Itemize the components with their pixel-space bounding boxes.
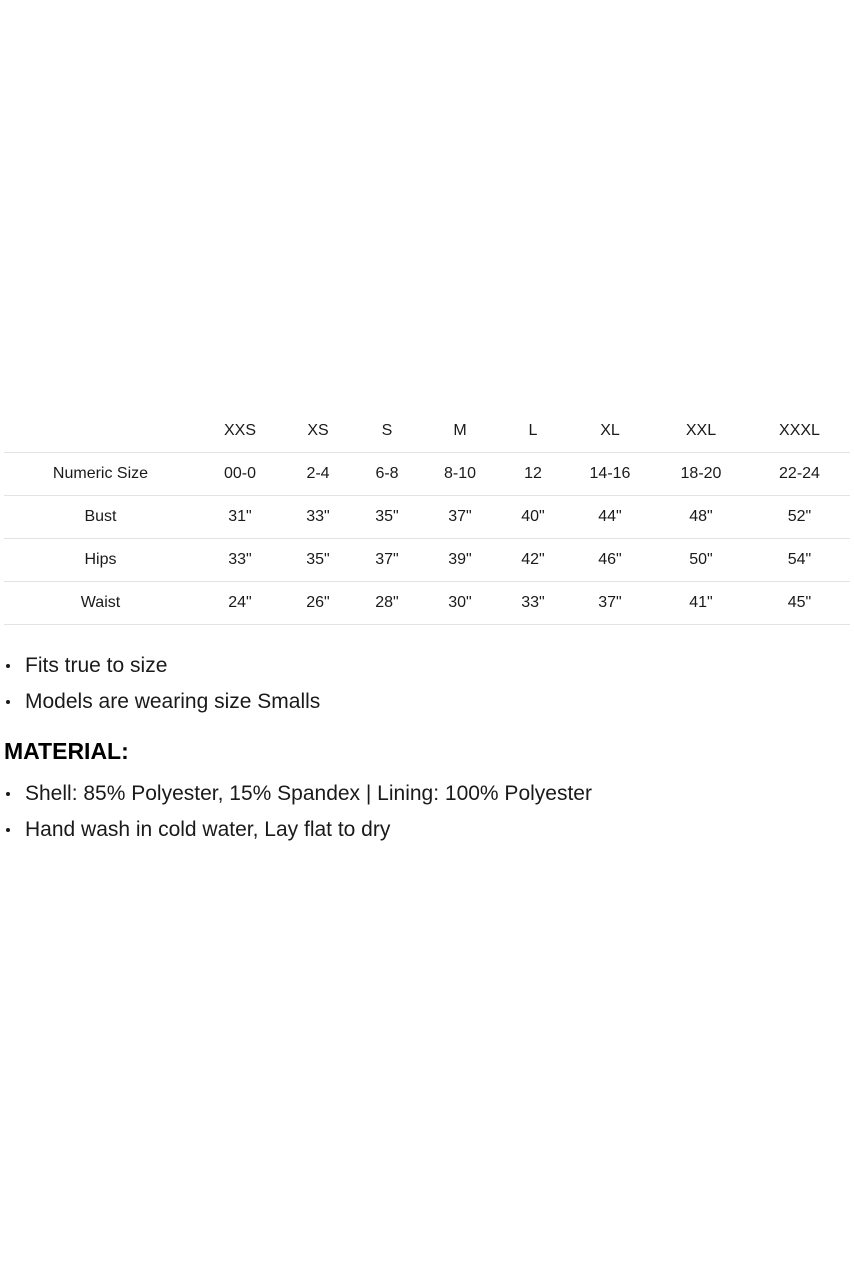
row-label: Numeric Size [4, 453, 197, 496]
header-cell-xxs: XXS [197, 410, 283, 453]
table-cell: 18-20 [653, 453, 749, 496]
table-cell: 2-4 [283, 453, 353, 496]
table-row [4, 539, 850, 582]
table-cell: 37" [353, 539, 421, 582]
header-cell-l: L [499, 410, 567, 453]
table-cell: 40" [499, 496, 567, 539]
table-cell: 33" [283, 496, 353, 539]
table-cell: 41" [653, 582, 749, 625]
material-heading: MATERIAL: [4, 738, 129, 764]
table-cell: 52" [749, 496, 850, 539]
table-cell: 26" [283, 582, 353, 625]
size-chart-body [4, 453, 850, 625]
table-cell: 12 [499, 453, 567, 496]
table-row [4, 453, 850, 496]
row-label: Hips [4, 539, 197, 582]
material-list [4, 776, 844, 848]
header-cell-xxxl: XXXL [749, 410, 850, 453]
header-cell-xxl: XXL [653, 410, 749, 453]
table-cell: 33" [499, 582, 567, 625]
table-cell: 28" [353, 582, 421, 625]
table-cell: 48" [653, 496, 749, 539]
table-cell: 37" [421, 496, 499, 539]
table-cell: 45" [749, 582, 850, 625]
table-cell: 46" [567, 539, 653, 582]
row-label: Waist [4, 582, 197, 625]
header-cell-s: S [353, 410, 421, 453]
fit-notes-list [4, 648, 844, 720]
table-cell: 14-16 [567, 453, 653, 496]
table-cell: 44" [567, 496, 653, 539]
table-cell: 35" [353, 496, 421, 539]
table-cell: 8-10 [421, 453, 499, 496]
table-cell: 24" [197, 582, 283, 625]
table-cell: 37" [567, 582, 653, 625]
table-cell: 00-0 [197, 453, 283, 496]
table-cell: 42" [499, 539, 567, 582]
table-cell: 6-8 [353, 453, 421, 496]
table-cell: 35" [283, 539, 353, 582]
header-cell-xs: XS [283, 410, 353, 453]
table-cell: 33" [197, 539, 283, 582]
header-cell-m: M [421, 410, 499, 453]
list-item: Fits true to size [4, 648, 844, 684]
table-cell: 54" [749, 539, 850, 582]
list-item: Shell: 85% Polyester, 15% Spandex | Lining: 100% Polyester [4, 776, 844, 812]
row-label: Bust [4, 496, 197, 539]
table-cell: 31" [197, 496, 283, 539]
table-row [4, 496, 850, 539]
header-cell-label [4, 410, 197, 453]
header-cell-xl: XL [567, 410, 653, 453]
size-chart-table [4, 410, 850, 625]
table-cell: 50" [653, 539, 749, 582]
table-row [4, 582, 850, 625]
size-chart-header [4, 410, 850, 453]
list-item: Hand wash in cold water, Lay flat to dry [4, 812, 844, 848]
table-cell: 22-24 [749, 453, 850, 496]
table-cell: 30" [421, 582, 499, 625]
product-details [4, 648, 844, 848]
header-row [4, 410, 850, 453]
table-cell: 39" [421, 539, 499, 582]
list-item: Models are wearing size Smalls [4, 684, 844, 720]
